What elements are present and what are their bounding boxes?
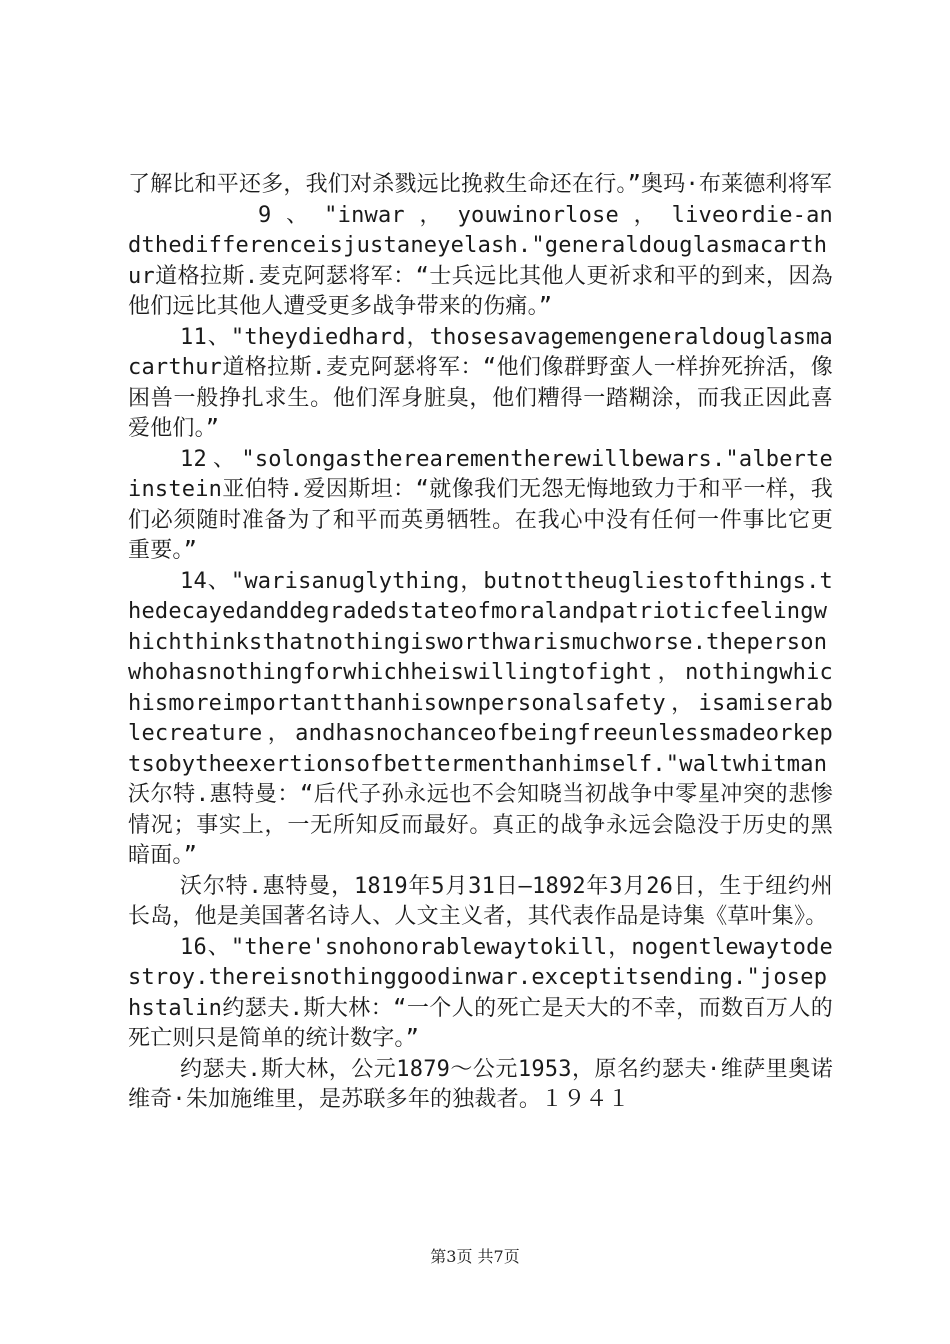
page-footer	[0, 1244, 950, 1267]
paragraph-quote-16: 16、"there'snohonorablewaytokill，nogentlewaytodestroy.thereisnothinggoodinwar.exceptitsending."josephstalin约瑟夫.斯大林：“一个人的死亡是天大的不幸，而数百万人的死亡则只是简单的统计数字。”	[128, 934, 833, 1051]
paragraph-quote-12: 12、"solongastherearementherewillbewars."alberteinstein亚伯特.爱因斯坦：“就像我们无怨无悔地致力于和平一样，我们必须随时准备为了和平而英勇牺牲。在我心中没有任何一件事比它更重要。”	[128, 446, 833, 563]
paragraph-stalin-bio: 约瑟夫.斯大林，公元1879～公元1953，原名约瑟夫·维萨里奥诺维奇·朱加施维里，是苏联多年的独裁者。１９４１	[128, 1056, 833, 1112]
document-body	[128, 170, 833, 1116]
page-number-label: 第3页 共7页	[430, 1247, 520, 1266]
paragraph-quote-11: 11、"theydiedhard，thosesavagemengeneraldouglasmacarthur道格拉斯.麦克阿瑟将军：“他们像群野蛮人一样拚死拚活，像困兽一般挣扎求生。他们浑身脏臭，他们糟得一踏糊涂，而我正因此喜爱他们。”	[128, 324, 833, 441]
paragraph-bradley-quote-end: 了解比和平还多，我们对杀戮远比挽救生命还在行。”奥玛·布莱德利将军	[128, 172, 833, 197]
paragraph-quote-14: 14、"warisanuglything，butnottheugliestofthings.thedecayedanddegradedstateofmoralandpatrioticfeelingwhichthinksthatnothingisworthwarismuchworse.thepersonwhohasnothingforwhichheiswillingtofight，nothingwhichismoreimportantthanhisownpersonalsafety，isamiserablecreature，andhasnochanceofbeingfreeunlessmadeorkeptsobytheexertionsofbettermenthanhimself."waltwhitman沃尔特.惠特曼：“后代子孙永远也不会知晓当初战争中零星冲突的悲惨情况；事实上，一无所知反而最好。真正的战争永远会隐没于历史的黑暗面。”	[128, 568, 833, 868]
paragraph-quote-9: 9 、 "inwar ， youwinorlose ， liveordie-andthedifferenceisjustaneyelash."generaldouglasmacarthur道格拉斯.麦克阿瑟将军：“士兵远比其他人更祈求和平的到来，因為他们远比其他人遭受更多战争带来的伤痛。”	[128, 202, 833, 319]
paragraph-whitman-bio: 沃尔特.惠特曼，1819年5月31日—1892年3月26日，生于纽约州长岛，他是美国著名诗人、人文主义者，其代表作品是诗集《草叶集》。	[128, 873, 833, 929]
